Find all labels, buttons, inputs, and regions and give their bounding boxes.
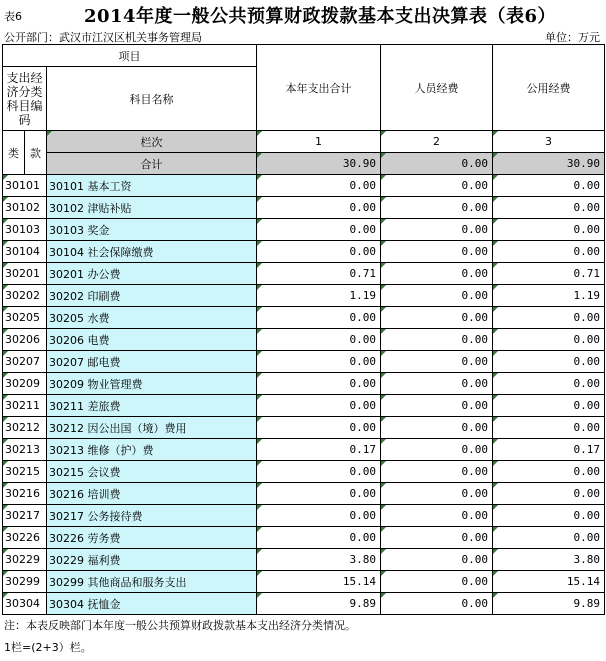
row-public: 0.00 [493, 307, 605, 329]
row-personnel: 0.00 [381, 307, 493, 329]
row-public: 9.89 [493, 593, 605, 615]
header-idx-1: 1 [257, 131, 381, 153]
row-subject-name: 30206 电费 [47, 329, 257, 351]
row-subject-name: 30299 其他商品和服务支出 [47, 571, 257, 593]
row-subject-name: 30205 水费 [47, 307, 257, 329]
row-subject-name: 30229 福利费 [47, 549, 257, 571]
row-total: 0.00 [257, 395, 381, 417]
row-personnel: 0.00 [381, 175, 493, 197]
row-code: 30216 [3, 483, 47, 505]
row-personnel: 0.00 [381, 197, 493, 219]
department-label: 公开部门：武汉市江汉区机关事务管理局 [4, 31, 202, 44]
table-row [3, 461, 605, 483]
row-code: 30206 [3, 329, 47, 351]
row-code: 30226 [3, 527, 47, 549]
row-subject-name: 30207 邮电费 [47, 351, 257, 373]
row-code: 30201 [3, 263, 47, 285]
note-1: 注：本表反映部门本年度一般公共预算财政拨款基本支出经济分类情况。 [4, 619, 356, 632]
total-total: 30.90 [257, 153, 381, 175]
title-row [0, 2, 606, 28]
row-personnel: 0.00 [381, 373, 493, 395]
row-subject-name: 30213 维修（护）费 [47, 439, 257, 461]
row-personnel: 0.00 [381, 351, 493, 373]
row-total: 1.19 [257, 285, 381, 307]
row-public: 0.00 [493, 219, 605, 241]
header-kuan: 款 [25, 131, 47, 175]
row-subject-name: 30304 抚恤金 [47, 593, 257, 615]
row-personnel: 0.00 [381, 439, 493, 461]
row-code: 30205 [3, 307, 47, 329]
row-total: 0.00 [257, 329, 381, 351]
table-row [3, 549, 605, 571]
row-code: 30213 [3, 439, 47, 461]
econ-code-text: 支出经济分类科目编码 [6, 70, 43, 127]
row-personnel: 0.00 [381, 329, 493, 351]
row-public: 0.00 [493, 395, 605, 417]
row-public: 0.00 [493, 241, 605, 263]
row-public: 0.00 [493, 505, 605, 527]
row-subject-name: 30102 津贴补贴 [47, 197, 257, 219]
page-title: 2014年度一般公共预算财政拨款基本支出决算表（表6） [83, 6, 557, 27]
header-subject-name: 科目名称 [47, 67, 257, 131]
meta-row [0, 28, 606, 44]
total-personnel: 0.00 [381, 153, 493, 175]
row-total: 0.00 [257, 197, 381, 219]
row-subject-name: 30212 因公出国（境）费用 [47, 417, 257, 439]
total-public: 30.90 [493, 153, 605, 175]
row-total: 15.14 [257, 571, 381, 593]
row-public: 0.17 [493, 439, 605, 461]
row-public: 0.00 [493, 351, 605, 373]
header-econ-code [3, 67, 47, 131]
row-code: 30229 [3, 549, 47, 571]
header-lanci: 栏次 [47, 131, 257, 153]
notes [4, 617, 356, 661]
row-total: 0.00 [257, 373, 381, 395]
row-personnel: 0.00 [381, 395, 493, 417]
row-personnel: 0.00 [381, 527, 493, 549]
row-personnel: 0.00 [381, 263, 493, 285]
table-row [3, 483, 605, 505]
row-public: 0.00 [493, 197, 605, 219]
row-code: 30202 [3, 285, 47, 307]
header-item: 项目 [3, 45, 257, 67]
row-personnel: 0.00 [381, 483, 493, 505]
table-row [3, 351, 605, 373]
table-row [3, 505, 605, 527]
header-lei: 类 [3, 131, 25, 175]
table-row [3, 439, 605, 461]
table-row [3, 307, 605, 329]
row-total: 9.89 [257, 593, 381, 615]
row-personnel: 0.00 [381, 219, 493, 241]
row-total: 0.00 [257, 175, 381, 197]
row-subject-name: 30215 会议费 [47, 461, 257, 483]
row-personnel: 0.00 [381, 549, 493, 571]
row-public: 1.19 [493, 285, 605, 307]
table-number: 表6 [4, 10, 22, 23]
row-personnel: 0.00 [381, 461, 493, 483]
row-public: 3.80 [493, 549, 605, 571]
row-subject-name: 30217 公务接待费 [47, 505, 257, 527]
table-row [3, 219, 605, 241]
table-row [3, 241, 605, 263]
row-subject-name: 30103 奖金 [47, 219, 257, 241]
table-row [3, 395, 605, 417]
row-total: 0.00 [257, 527, 381, 549]
row-code: 30217 [3, 505, 47, 527]
table-row [3, 329, 605, 351]
table-row [3, 527, 605, 549]
row-public: 0.00 [493, 373, 605, 395]
row-public: 0.00 [493, 461, 605, 483]
row-public: 0.00 [493, 417, 605, 439]
row-total: 0.00 [257, 417, 381, 439]
row-subject-name: 30202 印刷费 [47, 285, 257, 307]
header-total: 本年支出合计 [257, 45, 381, 131]
table-row [3, 175, 605, 197]
row-code: 30215 [3, 461, 47, 483]
row-code: 30207 [3, 351, 47, 373]
row-code: 30209 [3, 373, 47, 395]
row-personnel: 0.00 [381, 417, 493, 439]
row-personnel: 0.00 [381, 571, 493, 593]
row-public: 15.14 [493, 571, 605, 593]
total-label: 合计 [47, 153, 257, 175]
row-code: 30102 [3, 197, 47, 219]
row-personnel: 0.00 [381, 505, 493, 527]
row-code: 30104 [3, 241, 47, 263]
unit-label: 单位：万元 [545, 31, 600, 44]
table-row [3, 285, 605, 307]
row-total: 0.00 [257, 219, 381, 241]
table-row [3, 417, 605, 439]
row-code: 30212 [3, 417, 47, 439]
row-subject-name: 30201 办公费 [47, 263, 257, 285]
row-public: 0.00 [493, 329, 605, 351]
row-total: 0.00 [257, 505, 381, 527]
row-public: 0.00 [493, 175, 605, 197]
row-total: 0.00 [257, 351, 381, 373]
row-personnel: 0.00 [381, 593, 493, 615]
row-public: 0.00 [493, 527, 605, 549]
row-code: 30103 [3, 219, 47, 241]
row-subject-name: 30211 差旅费 [47, 395, 257, 417]
row-public: 0.00 [493, 483, 605, 505]
table-row [3, 571, 605, 593]
row-subject-name: 30216 培训费 [47, 483, 257, 505]
table-row [3, 593, 605, 615]
row-public: 0.71 [493, 263, 605, 285]
note-2: 1栏=(2+3）栏。 [4, 641, 92, 654]
header-personnel: 人员经费 [381, 45, 493, 131]
table-row [3, 197, 605, 219]
row-total: 0.00 [257, 461, 381, 483]
row-total: 0.71 [257, 263, 381, 285]
row-code: 30304 [3, 593, 47, 615]
expenditure-table [2, 44, 605, 615]
header-idx-3: 3 [493, 131, 605, 153]
table-row [3, 263, 605, 285]
row-code: 30101 [3, 175, 47, 197]
row-personnel: 0.00 [381, 285, 493, 307]
row-total: 0.17 [257, 439, 381, 461]
row-subject-name: 30101 基本工资 [47, 175, 257, 197]
row-subject-name: 30104 社会保障缴费 [47, 241, 257, 263]
table-row [3, 373, 605, 395]
row-total: 3.80 [257, 549, 381, 571]
row-total: 0.00 [257, 241, 381, 263]
row-subject-name: 30226 劳务费 [47, 527, 257, 549]
row-code: 30299 [3, 571, 47, 593]
row-total: 0.00 [257, 483, 381, 505]
row-personnel: 0.00 [381, 241, 493, 263]
row-total: 0.00 [257, 307, 381, 329]
header-public: 公用经费 [493, 45, 605, 131]
header-idx-2: 2 [381, 131, 493, 153]
row-code: 30211 [3, 395, 47, 417]
row-subject-name: 30209 物业管理费 [47, 373, 257, 395]
